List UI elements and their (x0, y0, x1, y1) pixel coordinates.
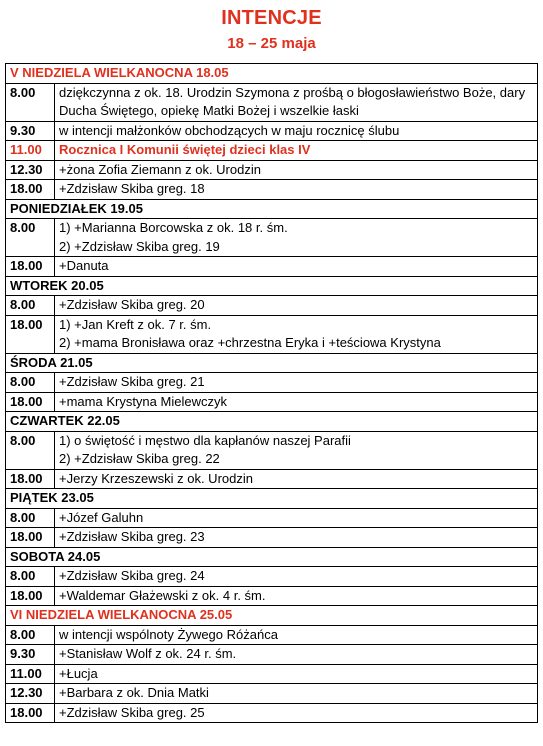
intention-text (55, 664, 538, 684)
intention-row (6, 469, 538, 489)
intention-row (6, 257, 538, 277)
intention-text (55, 315, 538, 353)
mass-time: 18.00 (6, 528, 55, 548)
mass-time: 18.00 (6, 392, 55, 412)
mass-time: 8.00 (6, 373, 55, 393)
intention-line: +żona Zofia Ziemann z ok. Urodzin (59, 161, 261, 177)
intention-line: +Waldemar Głażewski z ok. 4 r. śm. (59, 587, 266, 603)
mass-time: 11.00 (6, 664, 55, 684)
intention-row (6, 528, 538, 548)
mass-time: 12.30 (6, 684, 55, 704)
intention-text (55, 625, 538, 645)
day-header-row (6, 276, 538, 296)
intention-line: Rocznica I Komunii świętej dzieci klas IV (59, 142, 311, 157)
intention-row (6, 315, 538, 353)
intention-text (55, 684, 538, 704)
day-header-row (6, 353, 538, 373)
day-label: ŚRODA 21.05 (6, 353, 538, 373)
intention-line: 2) +Zdzisław Skiba greg. 19 (59, 238, 220, 254)
intention-text (55, 586, 538, 606)
day-label: VI NIEDZIELA WIELKANOCNA 25.05 (6, 606, 538, 626)
intention-text (55, 645, 538, 665)
intention-text (55, 392, 538, 412)
intention-line: 1) o świętość i męstwo dla kapłanów naszej Parafii (59, 432, 351, 448)
intention-line: w intencji małżonków obchodzących w maju rocznicę ślubu (59, 122, 400, 138)
intention-row (6, 625, 538, 645)
mass-time: 8.00 (6, 83, 55, 121)
mass-time: 11.00 (6, 141, 55, 161)
intention-row (6, 296, 538, 316)
day-header-row (6, 412, 538, 432)
intention-row (6, 586, 538, 606)
intention-text (55, 567, 538, 587)
day-header-row (6, 547, 538, 567)
intention-text (55, 431, 538, 469)
intention-line: +Zdzisław Skiba greg. 18 (59, 181, 205, 196)
intention-text (55, 180, 538, 200)
day-header-row (6, 489, 538, 509)
intention-line: 1) +Jan Kreft z ok. 7 r. śm. (59, 316, 212, 332)
intention-line: +Łucja (59, 665, 98, 681)
intention-text (55, 373, 538, 393)
intention-line: +Zdzisław Skiba greg. 21 (59, 374, 205, 389)
mass-time: 8.00 (6, 296, 55, 316)
intention-text (55, 160, 538, 180)
intention-row (6, 703, 538, 723)
mass-time: 18.00 (6, 469, 55, 489)
day-header-row (6, 199, 538, 219)
day-label: V NIEDZIELA WIELKANOCNA 18.05 (6, 64, 538, 84)
intention-line: +Barbara z ok. Dnia Matki (59, 685, 209, 700)
mass-time: 9.30 (6, 121, 55, 141)
intention-line: w intencji wspólnoty Żywego Różańca (59, 626, 278, 642)
intention-row (6, 121, 538, 141)
intention-row (6, 219, 538, 257)
intention-text (55, 141, 538, 161)
mass-time: 18.00 (6, 257, 55, 277)
intention-row (6, 373, 538, 393)
day-header-row (6, 64, 538, 84)
intention-row (6, 83, 538, 121)
mass-time: 8.00 (6, 431, 55, 469)
intention-text (55, 703, 538, 723)
intention-row (6, 508, 538, 528)
intention-text (55, 508, 538, 528)
mass-time: 8.00 (6, 508, 55, 528)
intention-row (6, 645, 538, 665)
intention-line: +Stanisław Wolf z ok. 24 r. śm. (59, 646, 237, 661)
intention-line: dziękczynna z ok. 18. Urodzin Szymona z prośbą o błogosławieństwo Boże, dary Ducha Świętego, opiekę Matki Bożej i wszelkie łaski (59, 84, 526, 118)
intention-line: 2) +mama Bronisława oraz +chrzestna Eryka i +teściowa Krystyna (59, 335, 441, 350)
intention-row (6, 567, 538, 587)
day-header-row (6, 606, 538, 626)
day-label: PONIEDZIAŁEK 19.05 (6, 199, 538, 219)
intention-line: +Zdzisław Skiba greg. 23 (59, 529, 205, 544)
mass-time: 8.00 (6, 567, 55, 587)
day-label: PIĄTEK 23.05 (6, 489, 538, 509)
intention-row (6, 160, 538, 180)
day-label: SOBOTA 24.05 (6, 547, 538, 567)
intention-text (55, 219, 538, 257)
day-label: WTOREK 20.05 (6, 276, 538, 296)
intention-row (6, 664, 538, 684)
mass-time: 18.00 (6, 586, 55, 606)
mass-time: 18.00 (6, 703, 55, 723)
intention-row (6, 431, 538, 469)
intention-line: +mama Krystyna Mielewczyk (59, 393, 227, 409)
intention-text (55, 469, 538, 489)
intention-line: 2) +Zdzisław Skiba greg. 22 (59, 451, 220, 466)
intention-row (6, 684, 538, 704)
intention-row (6, 392, 538, 412)
intention-line: 1) +Marianna Borcowska z ok. 18 r. śm. (59, 220, 288, 235)
intention-line: +Zdzisław Skiba greg. 24 (59, 568, 205, 583)
intention-line: +Zdzisław Skiba greg. 25 (59, 704, 205, 720)
page-title: INTENCJE (221, 7, 322, 29)
intention-text (55, 257, 538, 277)
intention-text (55, 121, 538, 141)
intention-line: +Józef Galuhn (59, 509, 144, 525)
intentions-table (5, 63, 538, 723)
mass-time: 8.00 (6, 625, 55, 645)
intention-text (55, 83, 538, 121)
intention-row (6, 180, 538, 200)
page-header (0, 0, 543, 54)
mass-time: 18.00 (6, 315, 55, 353)
intention-text (55, 528, 538, 548)
intention-line: +Danuta (59, 258, 109, 273)
intention-row (6, 141, 538, 161)
mass-time: 12.30 (6, 160, 55, 180)
intention-line: +Jerzy Krzeszewski z ok. Urodzin (59, 470, 253, 486)
intention-text (55, 296, 538, 316)
day-label: CZWARTEK 22.05 (6, 412, 538, 432)
mass-time: 9.30 (6, 645, 55, 665)
mass-time: 18.00 (6, 180, 55, 200)
intention-line: +Zdzisław Skiba greg. 20 (59, 297, 205, 312)
mass-time: 8.00 (6, 219, 55, 257)
date-range: 18 – 25 maja (227, 35, 316, 52)
